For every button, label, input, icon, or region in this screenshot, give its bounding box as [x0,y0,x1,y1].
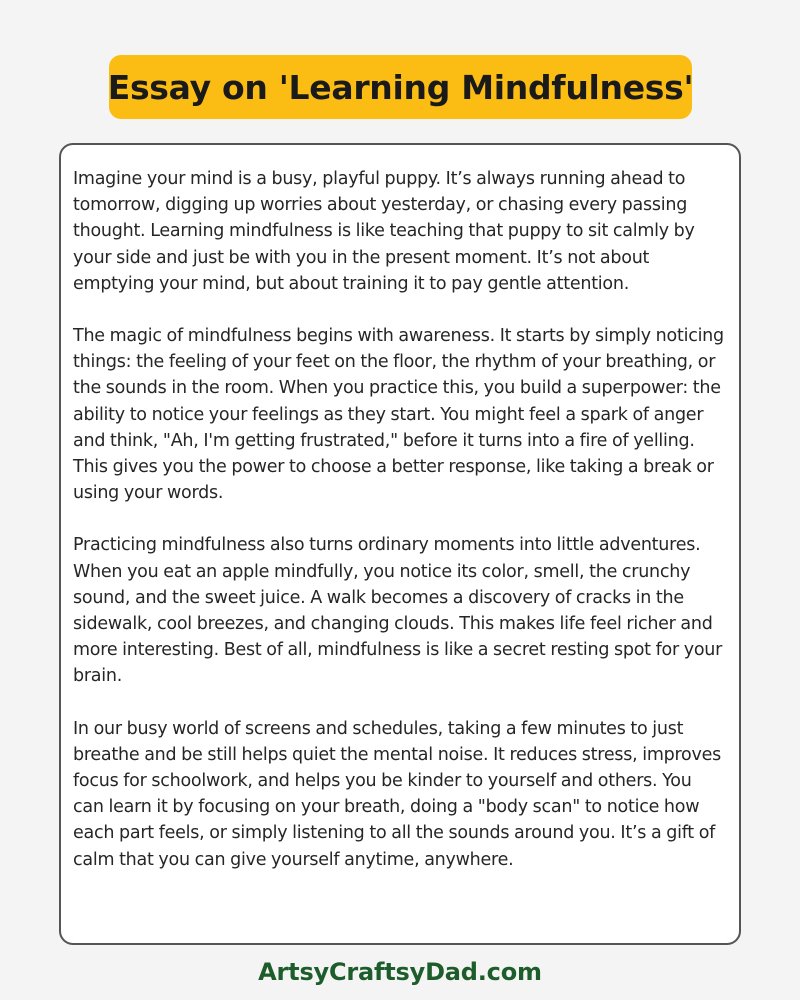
essay-card [59,143,741,945]
page-title: Essay on 'Learning Mindfulness' [107,67,694,107]
essay-paragraph-4: In our busy world of screens and schedules, taking a few minutes to just breathe and be still helps quiet the mental noise. It reduces stress, improves focus for schoolwork, and helps you be kinder to yourself and others. You can learn it by focusing on your breath, doing a "body scan" to notice how each part feels, or simply listening to all the sounds around you. It’s a gift of calm that you can give yourself anytime, anywhere. [73,718,721,870]
essay-paragraph-3: Practicing mindfulness also turns ordinary moments into little adventures. When you eat an apple mindfully, you notice its color, smell, the crunchy sound, and the sweet juice. A walk becomes a discovery of cracks in the sidewalk, cool breezes, and changing clouds. This makes life feel richer and more interesting. Best of all, mindfulness is like a secret resting spot for your brain. [73,535,723,687]
essay-paragraph-2: The magic of mindfulness begins with awareness. It starts by simply noticing things: the feeling of your feet on the floor, the rhythm of your breathing, or the sounds in the room. When you practice this, you build a superpower: the ability to notice your feelings as they start. You might feel a spark of anger and think, "Ah, I'm getting frustrated," before it turns into a fire of yelling. This gives you the power to choose a better response, like taking a break or using your words. [73,326,724,504]
essay-paragraph-1: Imagine your mind is a busy, playful puppy. It’s always running ahead to tomorrow, digging up worries about yesterday, or chasing every passing thought. Learning mindfulness is like teaching that puppy to sit calmly by your side and just be with you in the present moment. It’s not about emptying your mind, but about training it to pay gentle attention. [73,169,695,294]
footer-site-name: ArtsyCraftsyDad.com [258,958,542,986]
title-banner [109,55,692,119]
